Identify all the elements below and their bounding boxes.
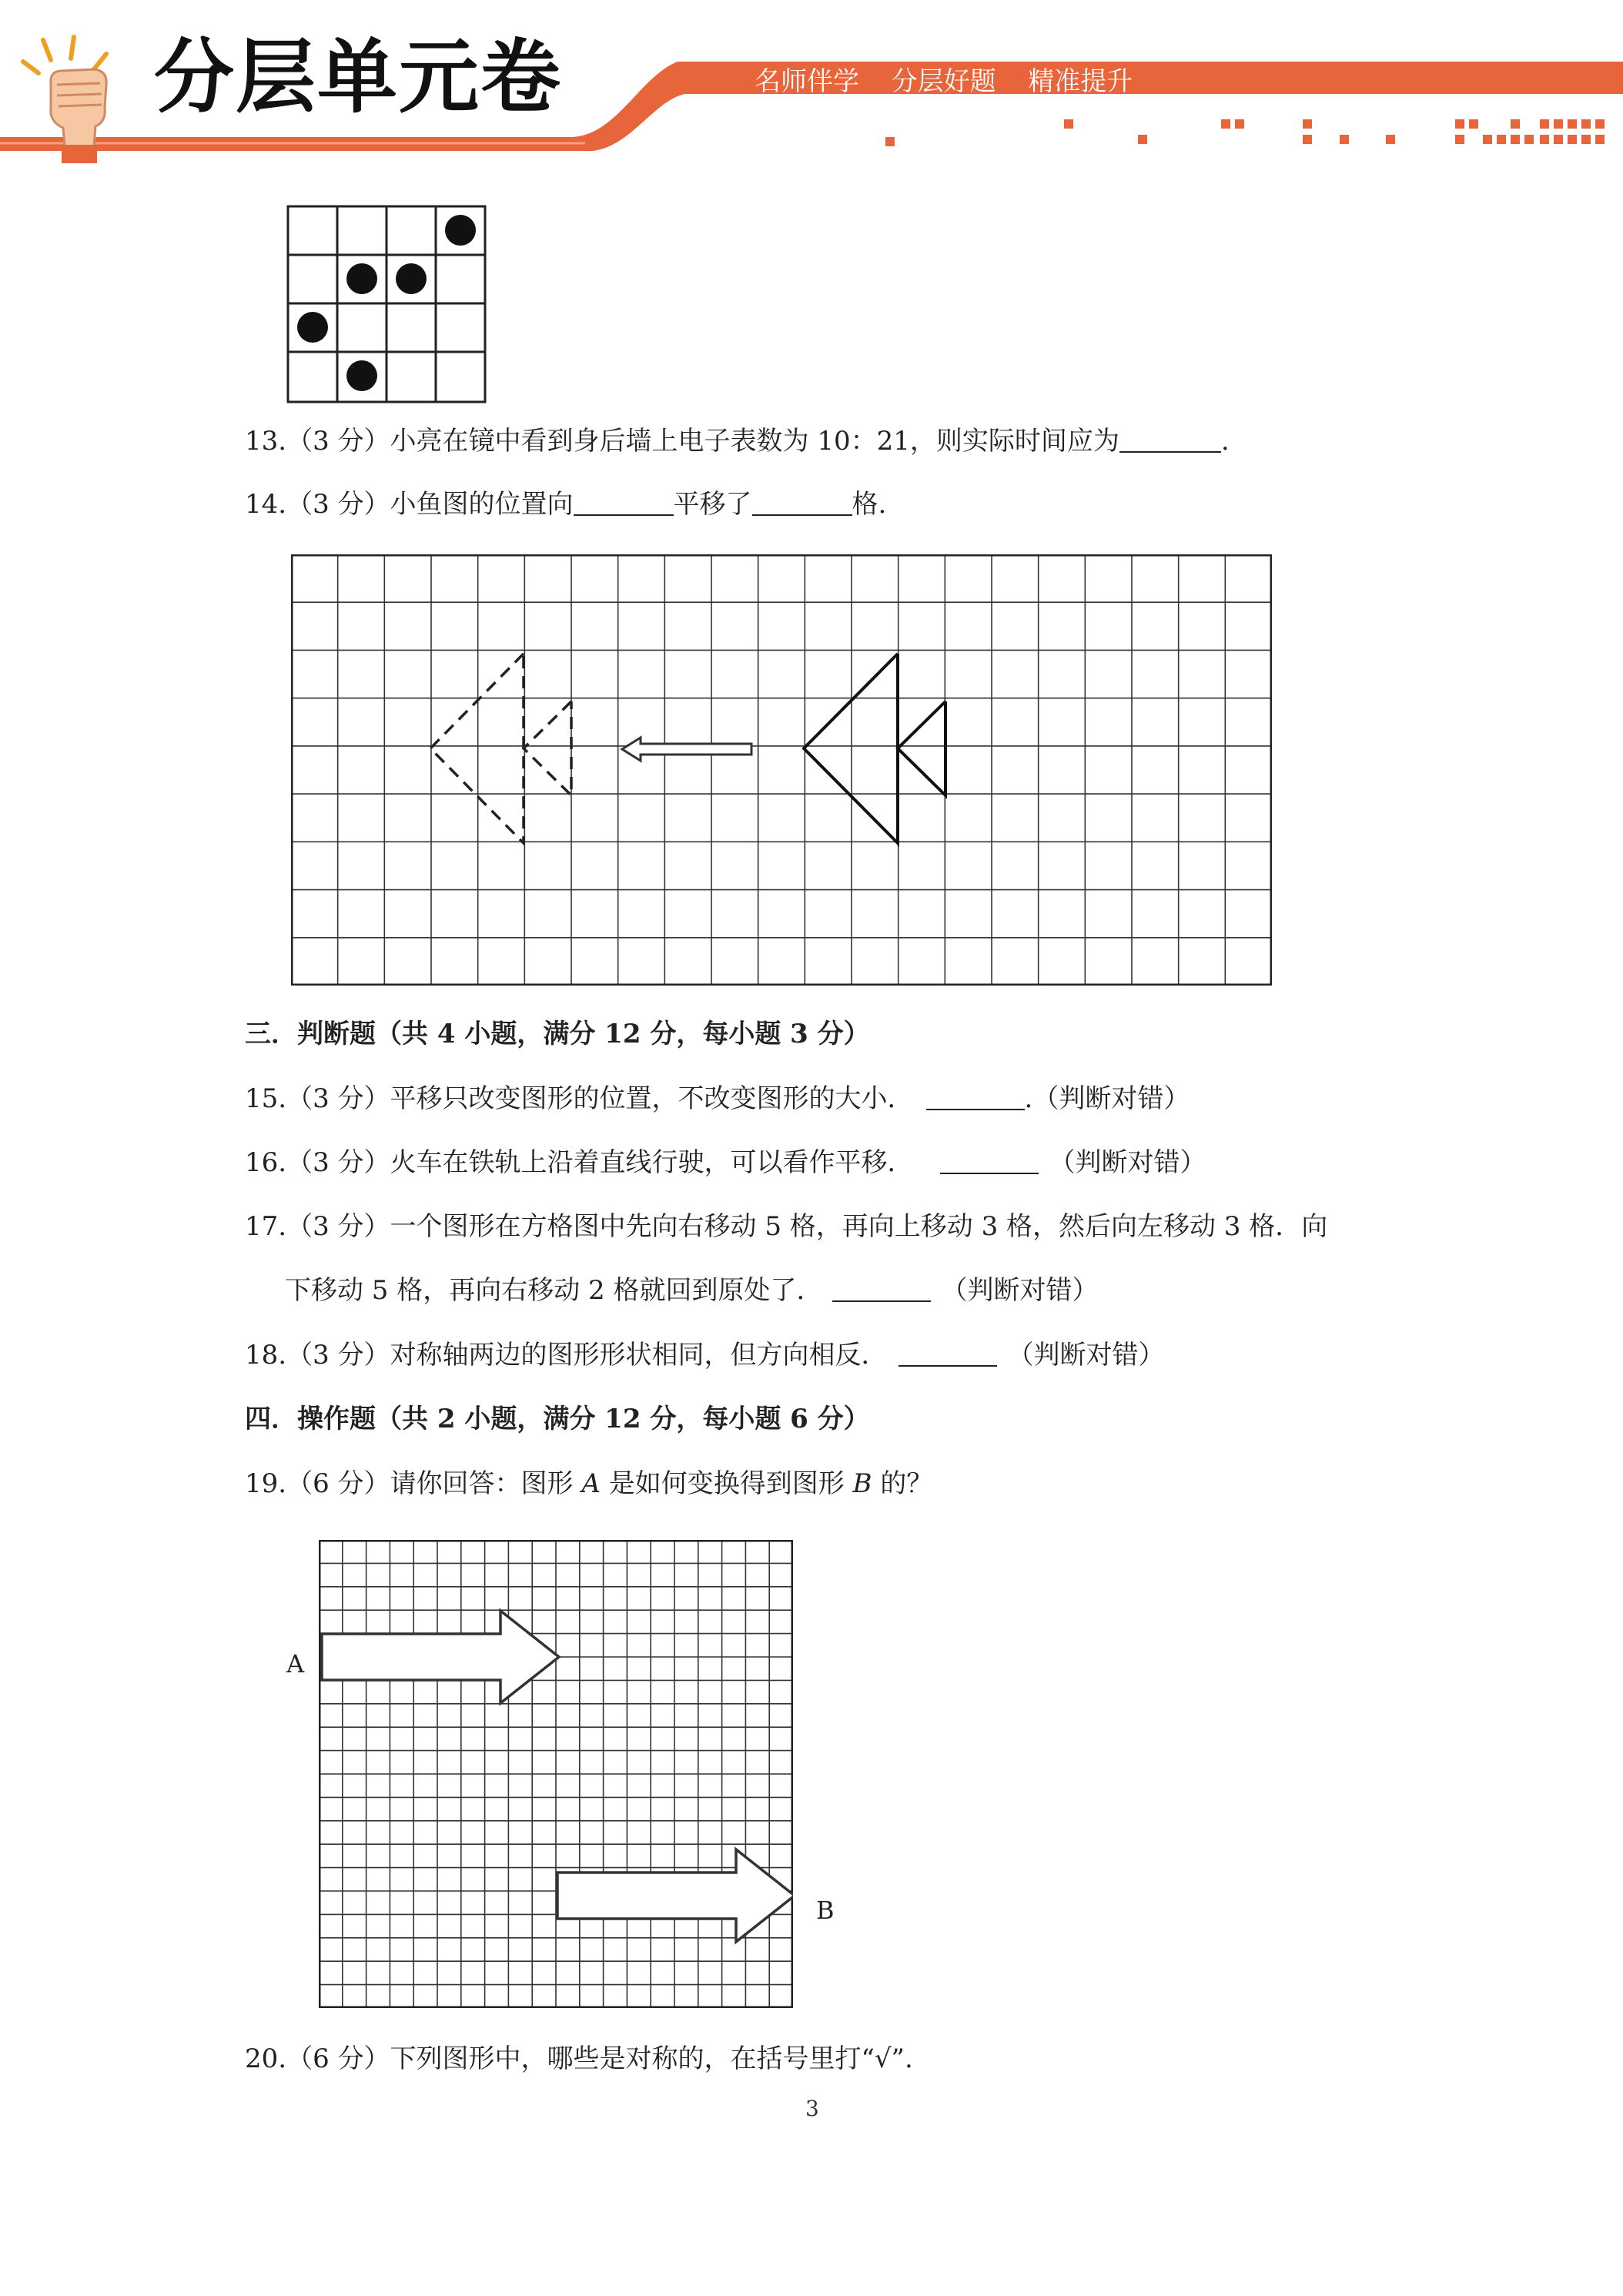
question-17-suffix: （判断对错） [941, 1275, 1099, 1306]
question-19-text-3: 的？ [872, 1468, 933, 1499]
brand-slogan: 名师伴学 分层好题 精准提升 [755, 66, 1133, 97]
question-19 [245, 1468, 933, 1499]
question-13-text: 13.（3 分）小亮在镜中看到身后墙上电子表数为 10：21，则实际时间应为 [245, 426, 1119, 457]
page-number: 3 [805, 2096, 819, 2121]
dot-grid-figure [286, 205, 490, 405]
answer-blank[interactable] [940, 1150, 1039, 1174]
answer-blank[interactable] [574, 491, 674, 516]
answer-blank[interactable] [899, 1342, 997, 1367]
question-16-text: 16.（3 分）火车在铁轨上沿着直线行驶，可以看作平移． [245, 1147, 914, 1178]
question-14-text-3: 格. [852, 489, 887, 520]
question-15-text: 15.（3 分）平移只改变图形的位置，不改变图形的大小． [245, 1083, 914, 1114]
question-16-suffix: （判断对错） [1049, 1147, 1206, 1178]
question-17-line-2 [285, 1277, 1099, 1304]
figure-b-ref: B [852, 1468, 872, 1499]
question-19-text-2: 是如何变换得到图形 [600, 1468, 853, 1499]
question-16 [245, 1147, 1206, 1178]
answer-blank[interactable] [1119, 428, 1221, 453]
question-18 [245, 1340, 1165, 1371]
question-20: 20.（6 分）下列图形中，哪些是对称的，在括号里打“√”. [245, 2043, 913, 2074]
answer-blank[interactable] [752, 491, 852, 516]
brand-title: 分层单元卷 [154, 30, 563, 124]
question-17-text: 下移动 5 格，再向右移动 2 格就回到原处了． [285, 1275, 823, 1306]
question-14 [245, 489, 887, 520]
question-15 [245, 1083, 1190, 1114]
question-19-text-1: 19.（6 分）请你回答：图形 [245, 1468, 582, 1499]
arrow-transform-figure [319, 1540, 793, 2008]
question-13 [245, 426, 1230, 457]
question-15-suffix: .（判断对错） [1024, 1083, 1190, 1114]
question-18-suffix: （判断对错） [1007, 1340, 1165, 1371]
question-14-text-2: 平移了 [673, 489, 752, 520]
question-17-line-1: 17.（3 分）一个图形在方格图中先向右移动 5 格，再向上移动 3 格，然后向左移动 3 格．向 [245, 1211, 1328, 1242]
figure-b-label: B [816, 1896, 835, 1925]
question-18-text: 18.（3 分）对称轴两边的图形形状相同，但方向相反． [245, 1340, 888, 1371]
section-3-title: 三．判断题（共 4 小题，满分 12 分，每小题 3 分） [245, 1019, 870, 1049]
figure-a-ref: A [581, 1468, 601, 1499]
answer-blank[interactable] [832, 1277, 931, 1302]
answer-blank[interactable] [926, 1086, 1025, 1110]
question-14-text-1: 14.（3 分）小鱼图的位置向 [245, 489, 574, 520]
fish-translation-figure [291, 554, 1272, 986]
section-4-title: 四．操作题（共 2 小题，满分 12 分，每小题 6 分） [245, 1404, 870, 1434]
figure-a-label: A [286, 1649, 305, 1678]
fist-logo-icon [14, 31, 137, 169]
question-13-end: . [1220, 426, 1230, 457]
